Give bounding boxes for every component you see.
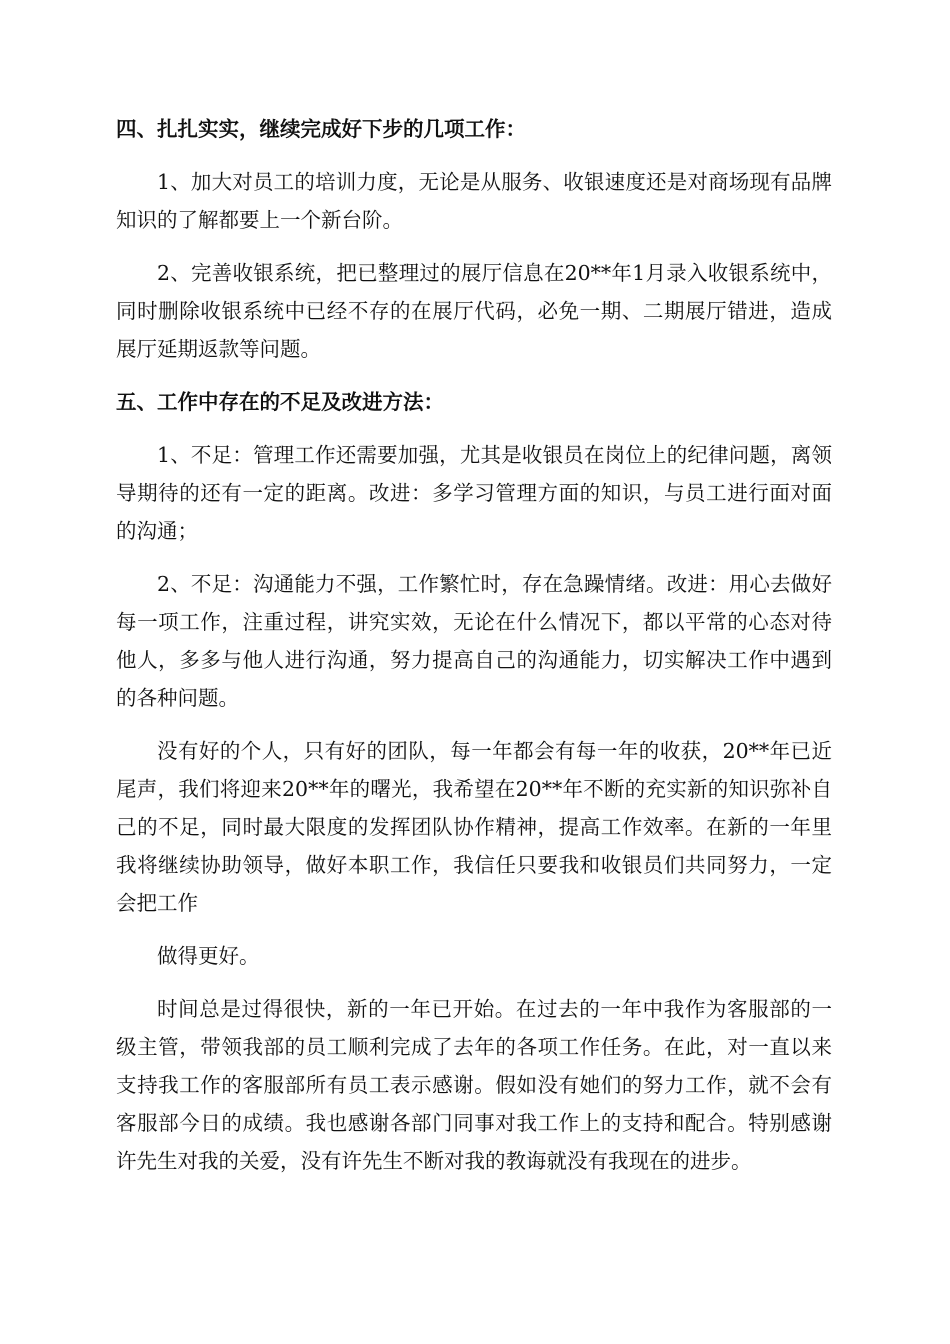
new-year-paragraph: 时间总是过得很快，新的一年已开始。在过去的一年中我作为客服部的一级主管，带领我部的员工顺利完成了去年的各项工作任务。在此，对一直以来支持我工作的客服部所有员工表示感谢。假如没有她们的努力工作，就不会有客服部今日的成绩。我也感谢各部门同事对我工作上的支持和配合。特别感谢许先生对我的关爱，没有许先生不断对我的教诲就没有我现在的进步。 — [116, 997, 832, 1173]
closing-continuation: 做得更好。 — [157, 944, 260, 968]
section-4-item-1: 1、加大对员工的培训力度，无论是从服务、收银速度还是对商场现有品牌知识的了解都要上一个新台阶。 — [116, 170, 832, 232]
section-5-item-1: 1、不足：管理工作还需要加强，尤其是收银员在岗位上的纪律问题，离领导期待的还有一定的距离。改进：多学习管理方面的知识，与员工进行面对面的沟通； — [116, 443, 832, 543]
closing-paragraph: 没有好的个人，只有好的团队，每一年都会有每一年的收获，20**年已近尾声，我们将迎来20**年的曙光，我希望在20**年不断的充实新的知识弥补自己的不足，同时最大限度的发挥团队协作精神，提高工作效率。在新的一年里我将继续协助领导，做好本职工作，我信任只要我和收银员们共同努力，一定会把工作 — [116, 739, 832, 915]
section-5-item-2: 2、不足：沟通能力不强，工作繁忙时，存在急躁情绪。改进：用心去做好每一项工作，注重过程，讲究实效，无论在什么情况下，都以平常的心态对待他人，多多与他人进行沟通，努力提高自己的沟通能力，切实解决工作中遇到的各种问题。 — [116, 572, 832, 710]
document-page — [116, 110, 832, 1195]
section-4-heading: 四、扎扎实实，继续完成好下步的几项工作： — [116, 117, 526, 141]
section-5-heading: 五、工作中存在的不足及改进方法： — [116, 390, 444, 414]
section-4-item-2: 2、完善收银系统，把已整理过的展厅信息在20**年1月录入收银系统中，同时删除收银系统中已经不存的在展厅代码，必免一期、二期展厅错进，造成展厅延期返款等问题。 — [116, 261, 832, 361]
